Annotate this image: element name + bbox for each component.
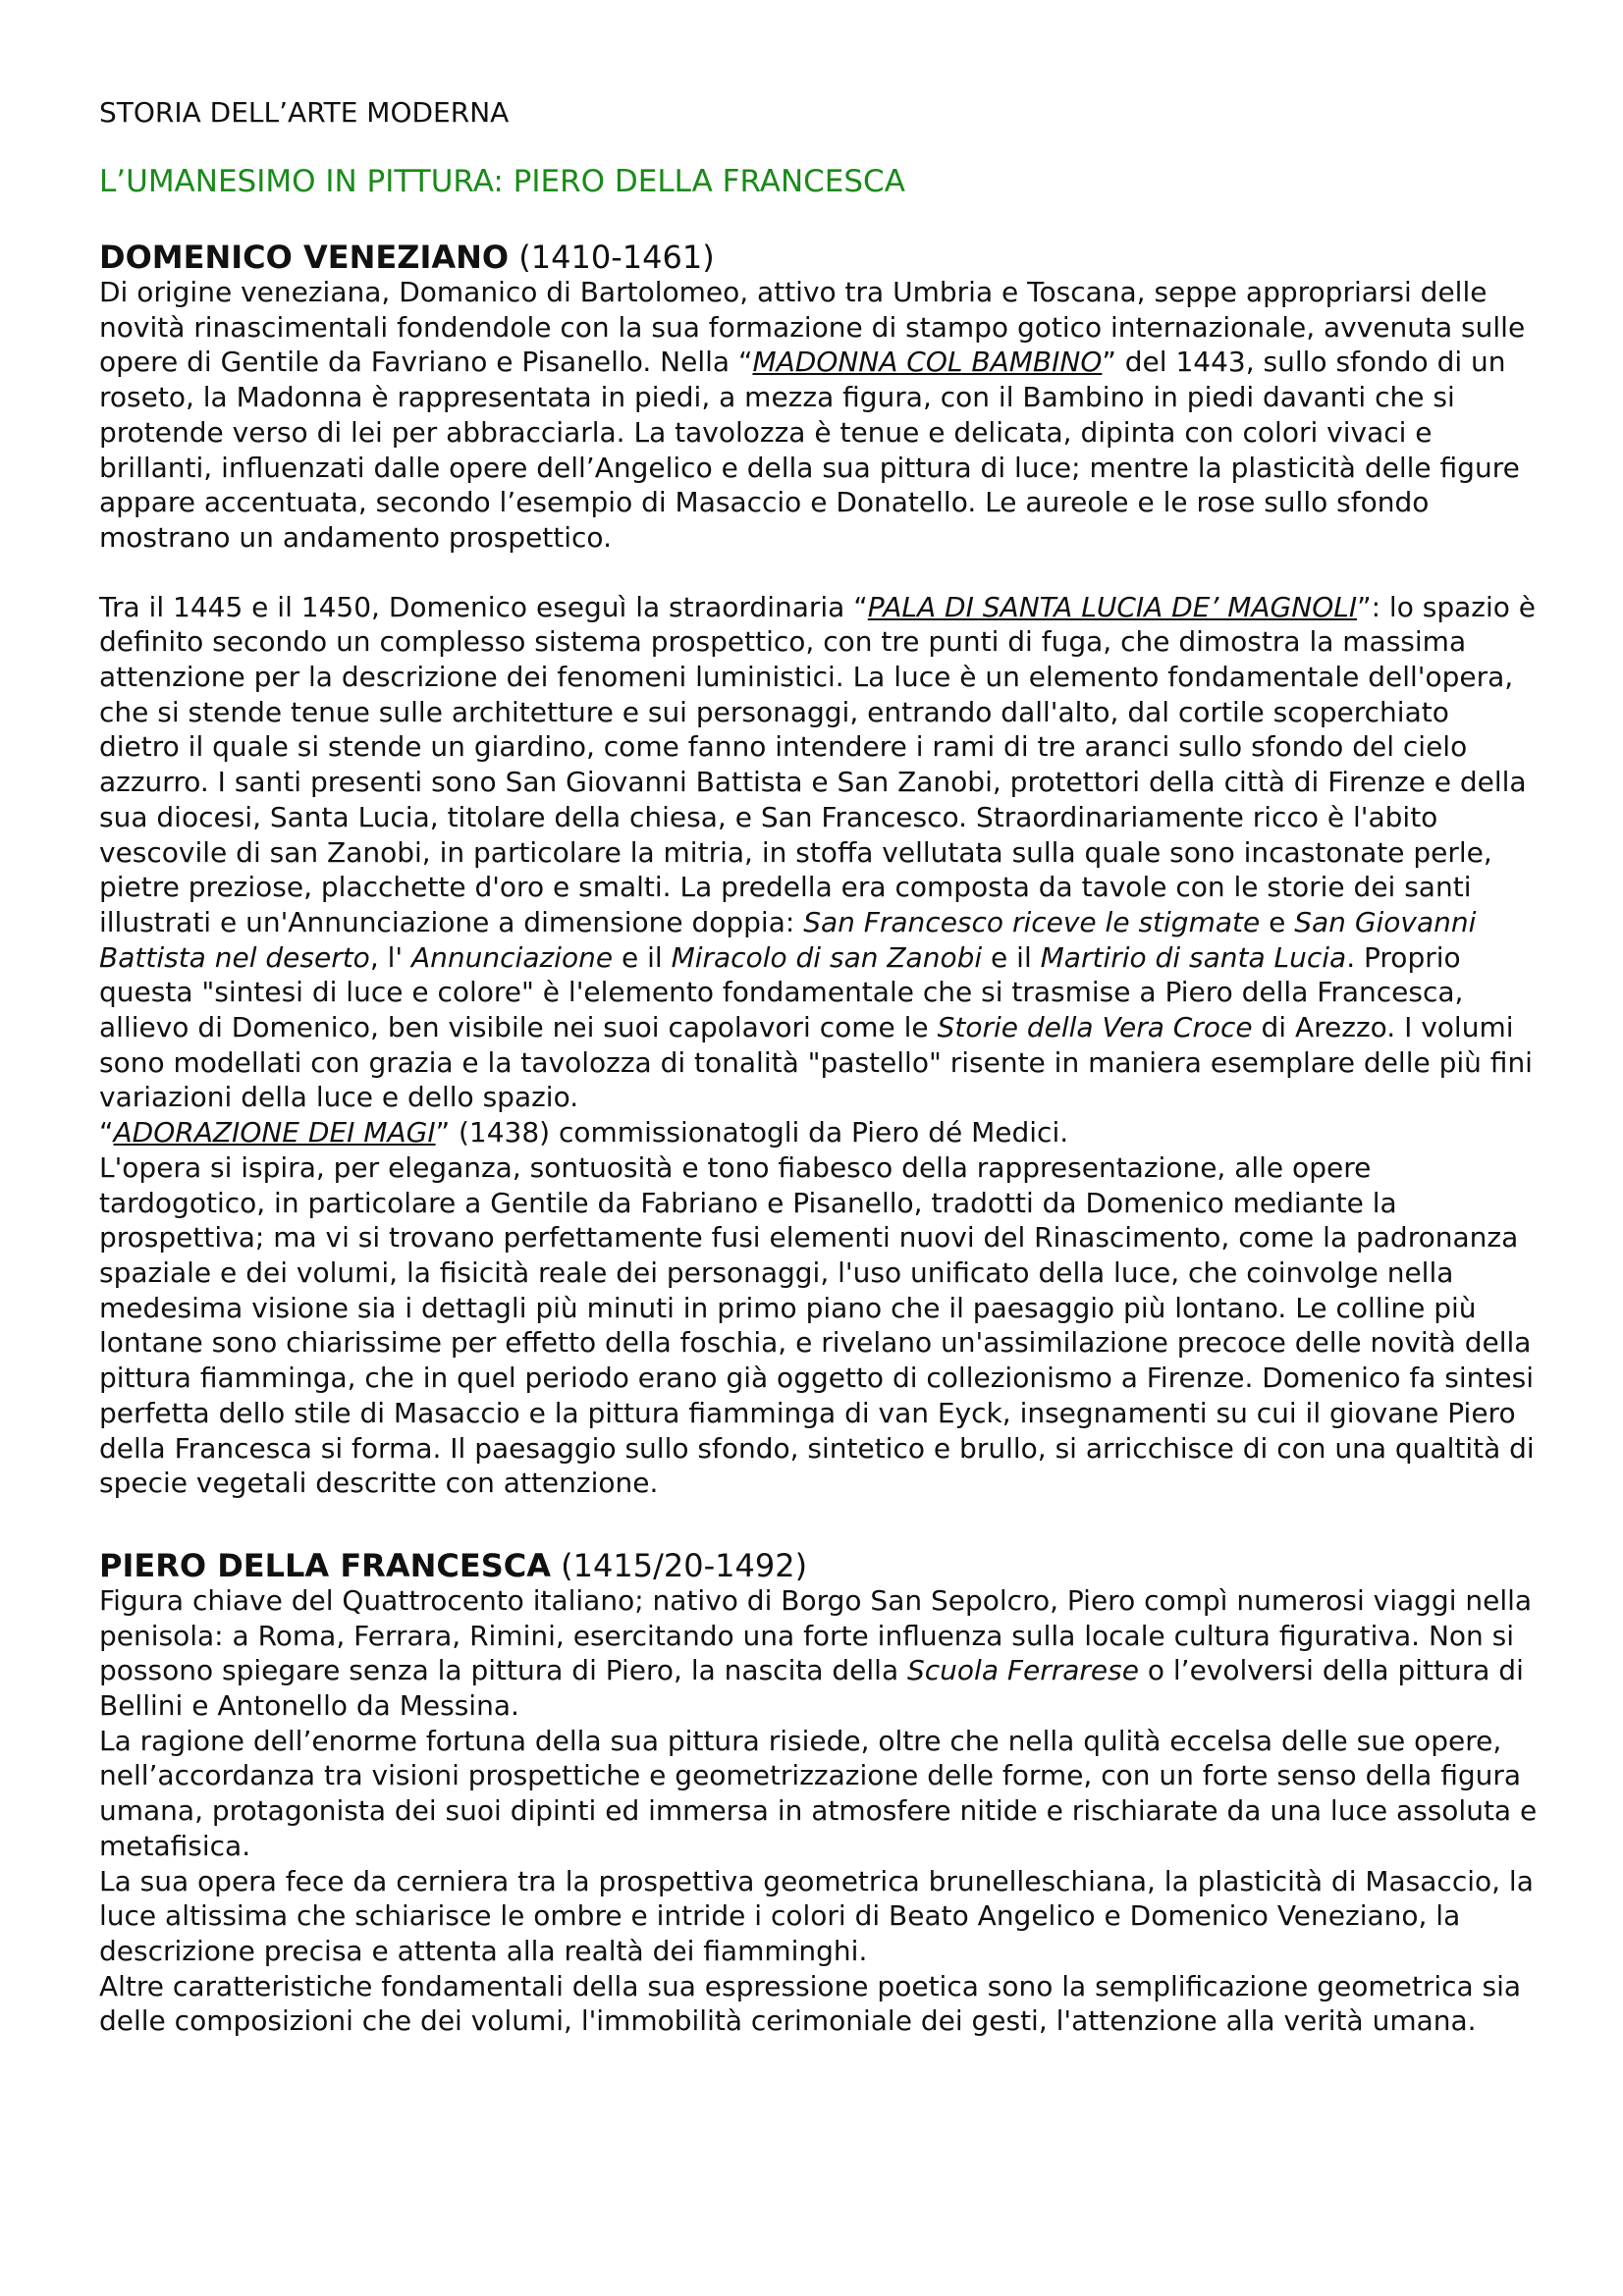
text-run: Figura chiave del Quattrocento italiano; nativo di Borgo San Sepolcro, Piero compì numerosi viaggi nella penisola: a Roma, Ferrara, Rimini, esercitando una forte influenza sulla locale cultura figurativa. Non si possono spiegare senza la pittura di Piero, la nascita della [99,1583,1533,1687]
text-run: Tra il 1445 e il 1450, Domenico eseguì la straordinaria “ [99,590,868,623]
text-run: e [1260,905,1295,938]
text-run: e il [982,940,1041,974]
section-heading-domenico [99,240,1538,275]
heading-dates: (1410-1461) [509,239,715,276]
work-title-pala: PALA DI SANTA LUCIA DE’ MAGNOLI [867,590,1358,623]
heading-name: DOMENICO VENEZIANO [99,239,510,276]
text-run: . Proprio questa "sintesi di luce e colore" è l'elemento fondamentale che si trasmise a Piero della Francesca, allievo di Domenico, ben visibile nei suoi capolavori come le [99,940,1464,1044]
text-run: “ [99,1116,114,1149]
paragraph-madonna [99,275,1538,556]
italic-title: Miracolo di san Zanobi [671,940,983,974]
paragraph-adorazione-description: L'opera si ispira, per eleganza, sontuosità e tono fiabesco della rappresentazione, alle opere tardogotico, in particolare a Gentile da Fabriano e Pisanello, tradotti da Domenico mediante la prospettiva; ma vi si trovano perfettamente fusi elementi nuovi del Rinascimento, come la padronanza spaziale e dei volumi, la fisicità reale dei personaggi, l'uso unificato della luce, che coinvolge nella medesima visione sia i dettagli più minuti in primo piano che il paesaggio più lontano. Le colline più lontane sono chiarissime per effetto della foschia, e rivelano un'assimilazione precoce delle novità della pittura fiamminga, che in quel periodo erano già oggetto di collezionismo a Firenze. Domenico fa sintesi perfetta dello stile di Masaccio e la pittura fiamminga di van Eyck, insegnamenti su cui il giovane Piero della Francesca si forma. Il paesaggio sullo sfondo, sintetico e brullo, si arricchisce di con una qualtità di specie vegetali descritte con attenzione. [99,1150,1535,1500]
paragraph-pala [99,590,1538,1116]
italic-title: Martirio di santa Lucia [1040,940,1347,974]
text-run: ”: lo spazio è definito secondo un complesso sistema prospettico, con tre punti di fuga, che dimostra la massima attenzione per la descrizione dei fenomeni luministici. La luce è un elemento fondamentale dell'opera, che si stende tenue sulle architetture e sui personaggi, entrando dall'alto, dal cortile scoperchiato dietro il quale si stende un giardino, come fanno intendere i rami di tre aranci sullo sfondo del cielo azzurro. I santi presenti sono San Giovanni Battista e San Zanobi, protettori della città di Firenze e della sua diocesi, Santa Lucia, titolare della chiesa, e San Francesco. Straordinariamente ricco è l'abito vescovile di san Zanobi, in particolare la mitria, in stoffa vellutata sulla quale sono incastonate perle, pietre preziose, placchette d'oro e smalti. La predella era composta da tavole con le storie dei santi illustrati e un'Annunciazione a dimensione doppia: [99,590,1536,938]
heading-name: PIERO DELLA FRANCESCA [99,1546,551,1584]
italic-title: San Francesco riceve le stigmate [803,905,1261,938]
text-run: o l’evolversi della pittura di Bellini e Antonello da Messina. [99,1654,1524,1723]
page-header: STORIA DELL’ARTE MODERNA [99,96,510,129]
paragraph-piero-intro [99,1583,1538,1724]
italic-title: Annunciazione [411,940,614,974]
paragraph-piero-characteristics: Altre caratteristiche fondamentali della sua espressione poetica sono la semplificazione geometrica sia delle composizioni che dei volumi, l'immobilità cerimoniale dei gesti, l'attenzione alla verità umana. [99,1969,1522,2038]
paragraph-piero-fortune: La ragione dell’enorme fortuna della sua pittura risiede, oltre che nella qulità eccelsa delle sue opere, nell’accordanza tra visioni prospettiche e geometrizzazione delle forme, con un forte senso della figura umana, protagonista dei suoi dipinti ed immersa in atmosfere nitide e rischiarate da una luce assoluta e metafisica. [99,1724,1538,1862]
italic-title: San Giovanni Battista nel deserto [99,905,1477,974]
text-run: di Arezzo. I volumi sono modellati con grazia e la tavolozza di tonalità "pastello" risente in maniera esemplare delle più fini variazioni della luce e dello spazio. [99,1011,1533,1114]
work-title-madonna: MADONNA COL BAMBINO [752,346,1103,379]
paragraph-adorazione [99,1115,1538,1150]
italic-title: Scuola Ferrarese [907,1654,1139,1687]
work-title-adorazione: ADORAZIONE DEI MAGI [113,1116,436,1149]
document-subtitle: L’UMANESIMO IN PITTURA: PIERO DELLA FRANCESCA [99,164,905,199]
text-run: e il [613,940,672,974]
paragraph-piero-influences: La sua opera fece da cerniera tra la prospettiva geometrica brunelleschiana, la plasticità di Masaccio, la luce altissima che schiarisce le ombre e intride i colori di Beato Angelico e Domenico Veneziano, la descrizione precisa e attenta alla realtà dei fiamminghi. [99,1864,1534,1967]
text-run: , l' [369,940,412,974]
heading-dates: (1415/20-1492) [551,1546,808,1584]
text-run: ” del 1443, sullo sfondo di un roseto, la Madonna è rappresentata in piedi, a mezza figura, con il Bambino in piedi davanti che si protende verso di lei per abbracciarla. La tavolozza è tenue e delicata, dipinta con colori vivaci e brillanti, influenzati dalle opere dell’Angelico e della sua pittura di luce; mentre la plasticità delle figure appare accentuata, secondo l’esempio di Masaccio e Donatello. Le aureole e le rose sullo sfondo mostrano un andamento prospettico. [99,346,1520,554]
text-run: Di origine veneziana, Domanico di Bartolomeo, attivo tra Umbria e Toscana, seppe appropriarsi delle novità rinascimentali fondendole con la sua formazione di stampo gotico internazionale, avvenuta sulle opere di Gentile da Favriano e Pisanello. Nella “ [99,276,1526,379]
document-page [99,96,1538,2039]
section-heading-piero [99,1548,1538,1583]
italic-title: Storie della Vera Croce [937,1011,1253,1044]
text-run: ” (1438) commissionatogli da Piero dé Medici. [435,1116,1069,1149]
